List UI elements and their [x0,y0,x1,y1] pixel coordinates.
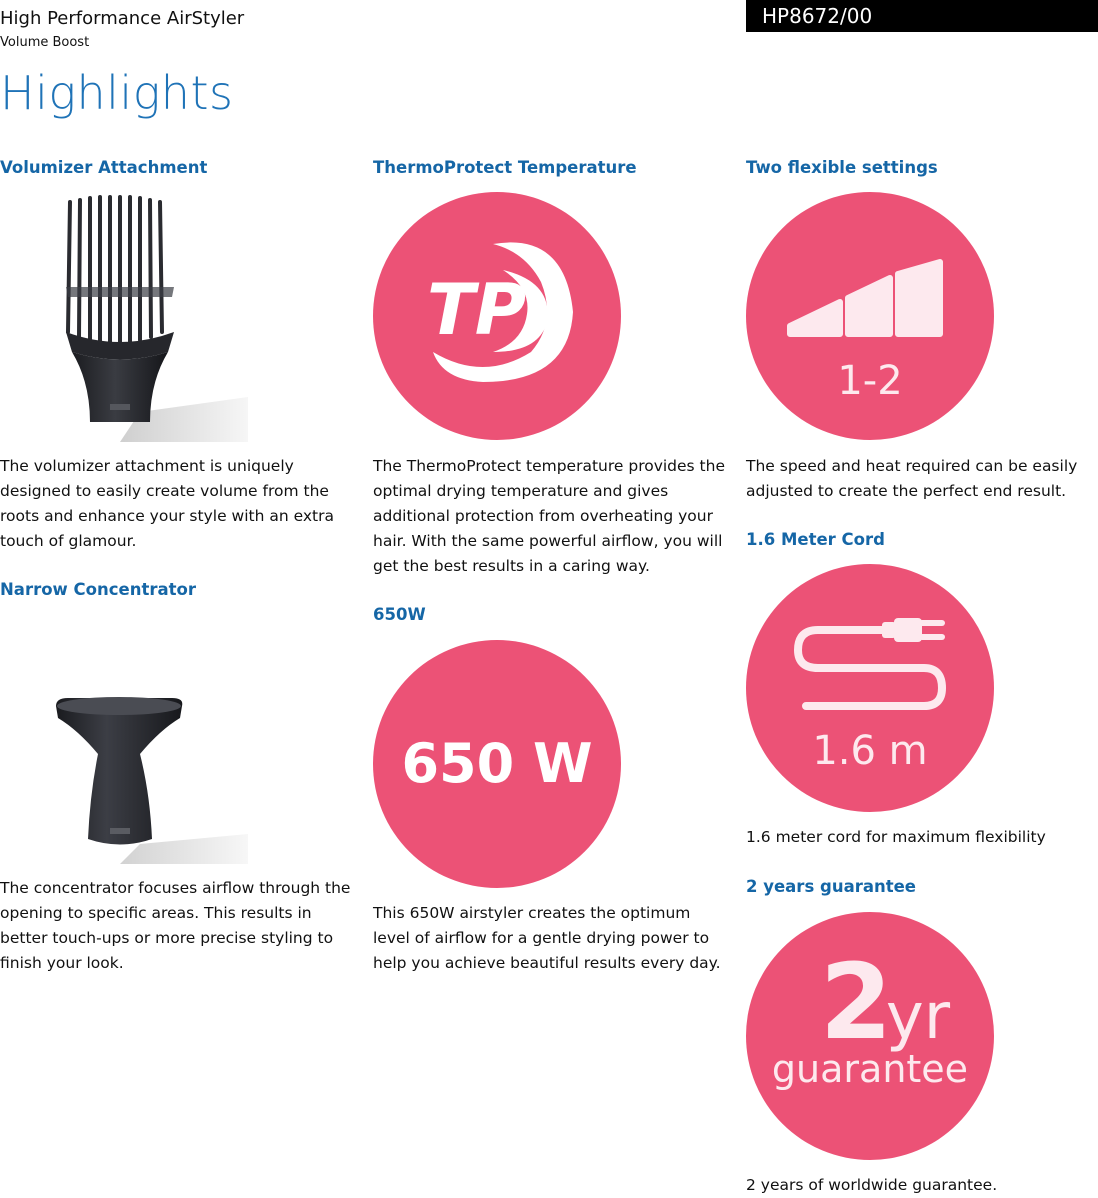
cord-icon [746,564,994,812]
cord-description: 1.6 meter cord for maximum flexibility [746,828,1046,846]
cord-heading: 1.6 Meter Cord [746,530,885,549]
guarantee-icon-unit: yr [885,980,951,1054]
power-icon [373,640,621,888]
settings-icon-text: 1-2 [837,358,903,404]
thermoprotect-icon-text: TP [427,269,527,351]
volumizer-image [0,192,248,442]
settings-icon [746,192,994,440]
guarantee-icon-number: 2 [819,941,893,1063]
guarantee-icon-word: guarantee [771,1047,969,1091]
guarantee-heading: 2 years guarantee [746,877,916,896]
settings-description: The speed and heat required can be easily adjusted to create the perfect end result. [746,457,1078,500]
volumizer-description: The volumizer attachment is uniquely designed to easily create volume from the roots and enhance your style with an extra touch of glamour. [0,457,334,550]
power-icon-text: 650 W [401,732,593,795]
guarantee-icon [746,912,994,1160]
model-number: HP8672/00 [746,0,1098,32]
volumizer-heading: Volumizer Attachment [0,158,208,177]
thermoprotect-icon [373,192,621,440]
power-heading: 650W [373,605,426,624]
guarantee-description: 2 years of worldwide guarantee. [746,1176,998,1194]
cord-icon-text: 1.6 m [812,728,928,774]
product-name: High Performance AirStyler [0,8,245,29]
concentrator-description: The concentrator focuses airflow through the opening to specific areas. This results in better touch-ups or more precise styling to finish your look. [0,879,351,972]
page-title: Highlights [0,66,234,120]
product-subtitle: Volume Boost [0,35,90,50]
thermoprotect-description: The ThermoProtect temperature provides the optimal drying temperature and gives additional protection from overheating your hair. With the same powerful airflow, you will get the best results in a caring way. [373,457,725,575]
concentrator-heading: Narrow Concentrator [0,580,196,599]
concentrator-image [0,614,248,864]
power-description: This 650W airstyler creates the optimum level of airflow for a gentle drying power to help you achieve beautiful results every day. [373,904,721,972]
settings-heading: Two flexible settings [746,158,938,177]
thermoprotect-heading: ThermoProtect Temperature [373,158,637,177]
